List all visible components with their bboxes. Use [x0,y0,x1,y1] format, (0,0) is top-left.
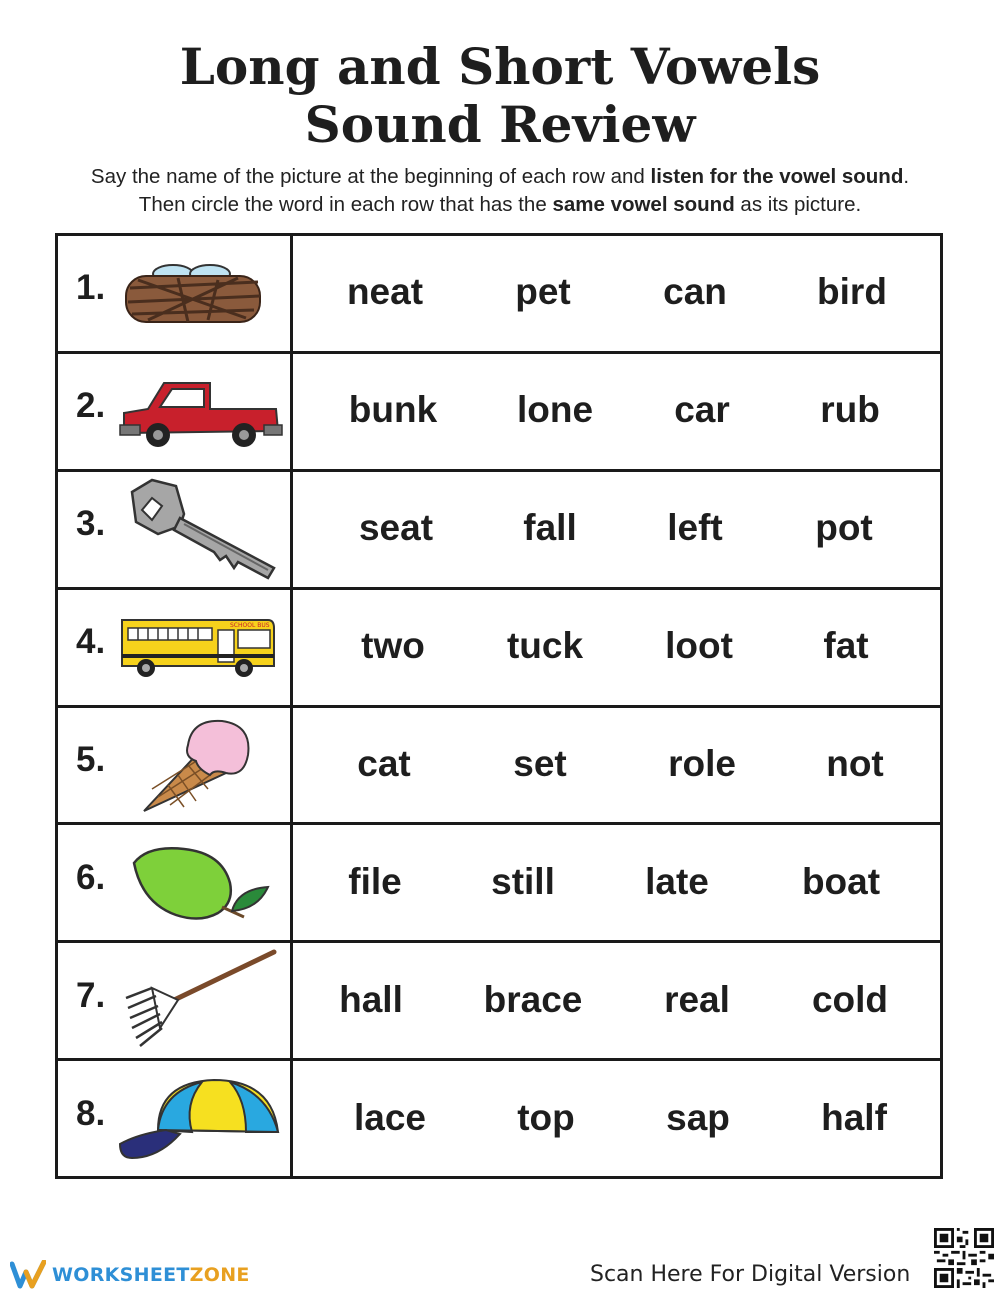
instructions [0,163,1000,219]
words-cell [292,470,942,588]
word-option[interactable]: seat [358,507,434,549]
table-row [57,1060,942,1178]
word-option[interactable]: role [668,743,736,785]
instructions-line-1 [0,163,1000,191]
picture-cell [57,706,292,824]
row-number: 4. [76,622,106,662]
word-option[interactable]: brace [483,978,583,1020]
lime-icon [118,843,278,923]
row-number: 2. [76,386,106,426]
instructions-text: as its picture. [734,193,862,216]
picture-cell [57,824,292,942]
page-title [0,38,1000,154]
row-number: 6. [76,858,106,898]
word-option[interactable]: pot [815,507,873,549]
instructions-line-2 [0,191,1000,219]
word-option[interactable]: hall [339,978,403,1020]
word-option[interactable]: left [667,507,723,549]
brand-part-2: ZONE [189,1264,250,1286]
title-line-2: Sound Review [304,95,696,154]
words-cell [292,942,942,1060]
cap-icon [118,1074,283,1164]
word-option[interactable]: set [513,743,567,785]
word-option[interactable]: still [491,860,555,902]
table-row [57,588,942,706]
picture-cell [57,588,292,706]
row-number: 5. [76,740,106,780]
word-option[interactable]: neat [346,271,424,313]
picture-cell [57,470,292,588]
table-row [57,942,942,1060]
row-number: 7. [76,975,106,1015]
row-number: 3. [76,504,106,544]
table-row [57,824,942,942]
table-row [57,470,942,588]
bus-label: SCHOOL BUS [230,622,270,630]
word-option[interactable]: not [826,743,884,785]
word-option[interactable]: two [361,625,425,667]
nest-icon [118,258,268,328]
word-option[interactable]: pet [515,271,571,313]
picture-cell [57,352,292,470]
row-number: 1. [76,268,106,308]
word-option[interactable]: lone [516,389,594,431]
word-option[interactable]: file [348,860,402,902]
instructions-text: Then circle the word in each row that has the [138,193,553,216]
word-option[interactable]: bird [817,271,887,313]
words-cell [292,824,942,942]
words-cell [292,235,942,353]
worksheet-zone-logo-icon [10,1260,46,1290]
word-option[interactable]: can [663,271,727,313]
vowel-table [55,233,943,1179]
instructions-text: Say the name of the picture at the beginning of each row and [90,165,651,188]
word-option[interactable]: fat [823,625,869,667]
title-line-1: Long and Short Vowels [179,37,821,96]
truck-icon [118,375,283,447]
brand-logo[interactable] [10,1258,250,1292]
qr-code-icon[interactable] [934,1228,994,1288]
picture-cell [57,942,292,1060]
brand-part-1: WORKSHEET [52,1264,190,1286]
word-option[interactable]: top [517,1096,575,1138]
word-option[interactable]: rub [820,389,880,431]
words-cell [292,352,942,470]
word-option[interactable]: cold [811,978,889,1020]
words-cell [292,706,942,824]
word-option[interactable]: sap [666,1096,730,1138]
key-icon [118,474,278,584]
instructions-emphasis: same vowel sound [552,193,735,216]
table-row [57,235,942,353]
picture-cell [57,235,292,353]
rake-icon [118,948,278,1054]
word-option[interactable]: tuck [506,625,584,667]
school-bus-icon [118,614,276,680]
word-option[interactable]: boat [801,860,881,902]
words-cell [292,588,942,706]
words-cell [292,1060,942,1178]
word-option[interactable]: half [821,1096,887,1138]
word-option[interactable]: real [664,978,730,1020]
ice-cream-cone-icon [118,715,278,815]
instructions-text: . [903,165,910,188]
word-option[interactable]: late [645,860,709,902]
word-option[interactable]: loot [665,625,733,667]
word-option[interactable]: car [674,389,730,431]
row-number: 8. [76,1093,106,1133]
brand-name [52,1264,250,1286]
word-option[interactable]: cat [357,743,411,785]
scan-instruction: Scan Here For Digital Version [590,1262,911,1287]
table-row [57,352,942,470]
word-option[interactable]: fall [523,507,577,549]
table-row [57,706,942,824]
instructions-emphasis: listen for the vowel sound [650,165,904,188]
picture-cell [57,1060,292,1178]
word-option[interactable]: bunk [348,389,438,431]
word-option[interactable]: lace [353,1096,427,1138]
